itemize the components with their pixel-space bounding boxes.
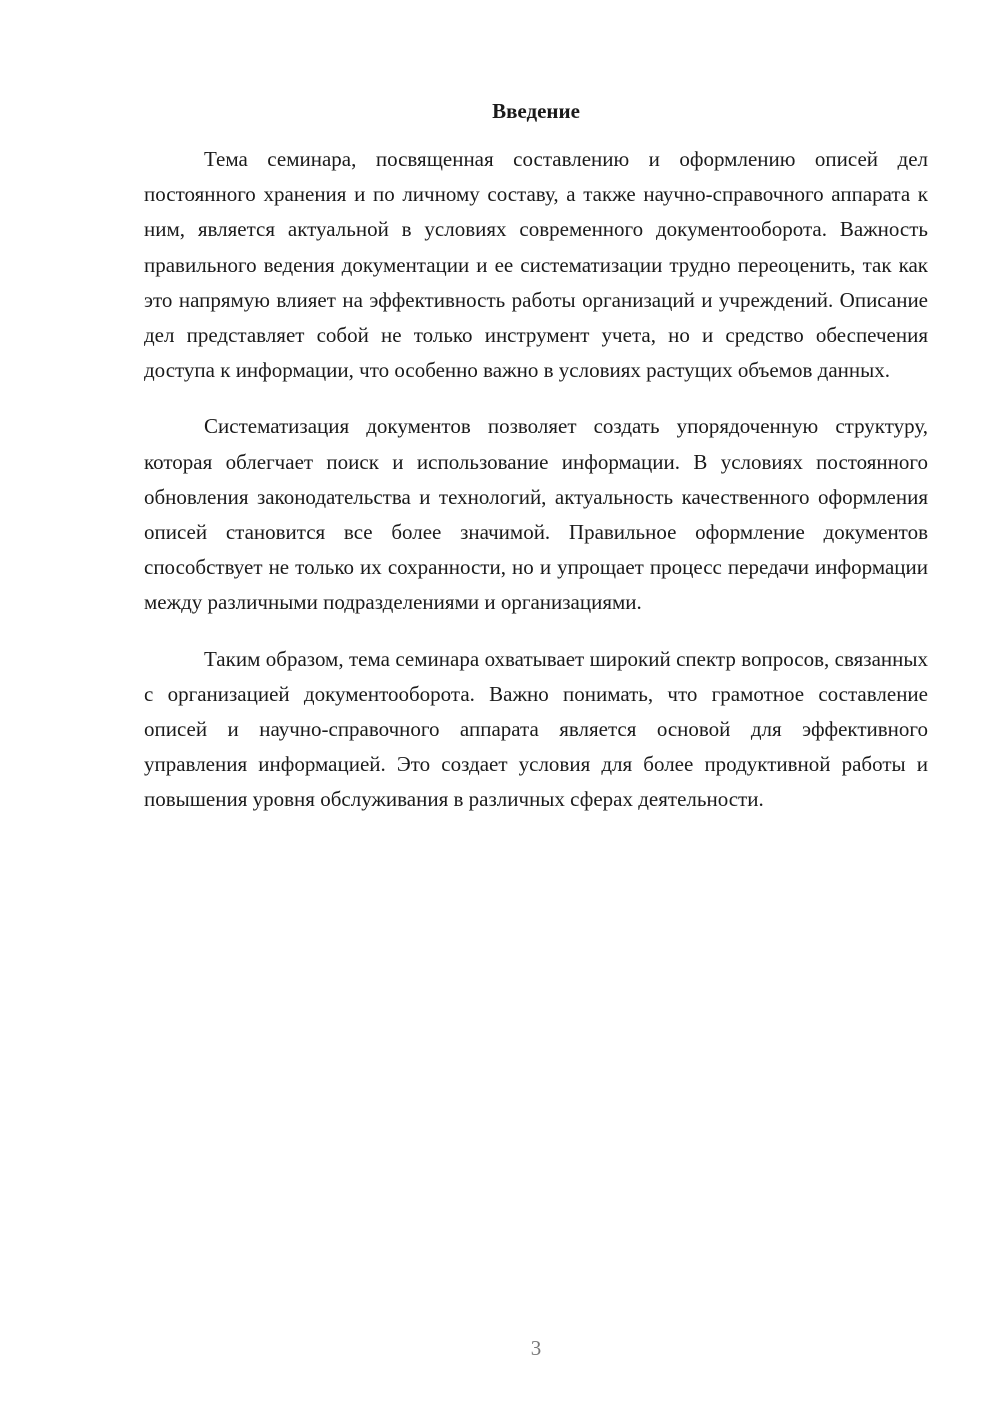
paragraph-1: Тема семинара, посвященная составлению и оформлению описей дел постоянного хранения и по личному составу, а также научно-справочного аппарата к ним, является актуальной в условиях современного документооборота. Важность правильного ведения документации и ее систематизации трудно переоценить, так как это напрямую влияет на эффективность работы организаций и учреждений. Описание дел представляет собой не только инструмент учета, но и средство обеспечения доступа к информации, что особенно важно в условиях растущих объемов данных.: [144, 147, 928, 383]
page-title: Введение: [492, 99, 580, 123]
document-body: [144, 142, 928, 839]
paragraph-3: Таким образом, тема семинара охватывает широкий спектр вопросов, связанных с организацией документооборота. Важно понимать, что грамотное составление описей и научно-справочного аппарата является основой для эффективного управления информацией. Это создает условия для более продуктивной работы и повышения уровня обслуживания в различных сферах деятельности.: [144, 646, 928, 812]
paragraph-2: Систематизация документов позволяет создать упорядоченную структуру, которая облегчает поиск и использование информации. В условиях постоянного обновления законодательства и технологий, актуальность качественного оформления описей становится все более значимой. Правильное оформление документов способствует не только их сохранности, но и упрощает процесс передачи информации между различными подразделениями и организациями.: [144, 414, 928, 615]
page-number: 3: [530, 1336, 542, 1360]
